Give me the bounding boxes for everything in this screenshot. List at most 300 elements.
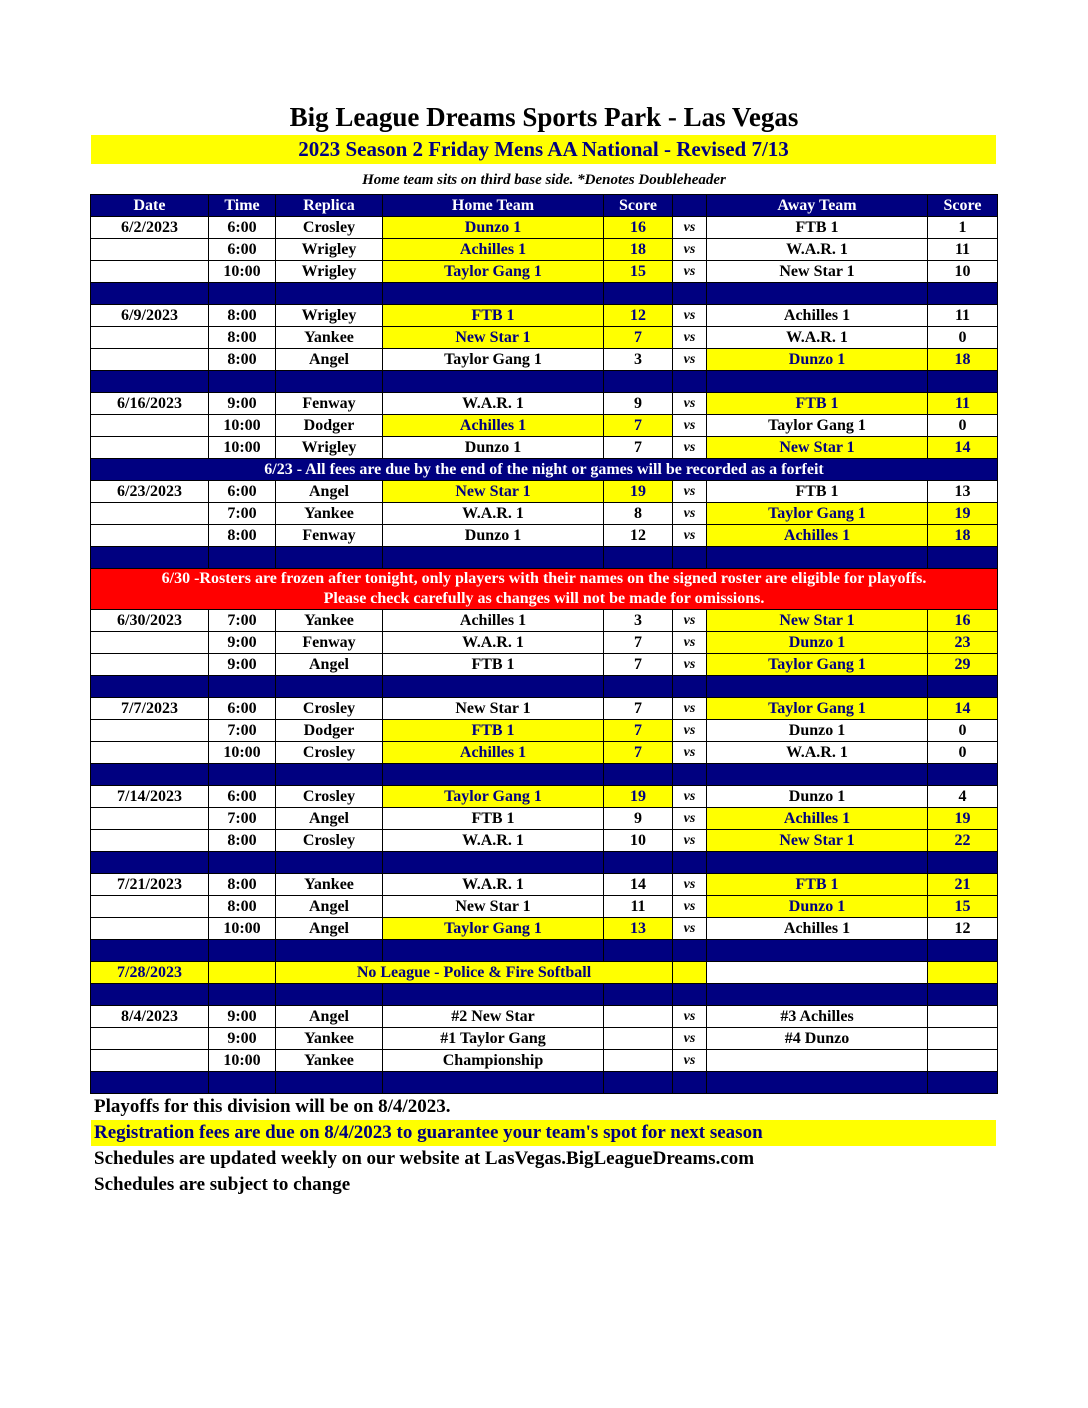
home-team: Dunzo 1 (383, 525, 604, 547)
spacer-cell (209, 547, 276, 569)
game-field: Angel (276, 918, 383, 940)
footer-change-notice: Schedules are subject to change (94, 1174, 351, 1195)
home-score: 12 (604, 305, 673, 327)
announcement-text: 6/23 - All fees are due by the end of the night or games will be recorded as a forfeit (91, 459, 998, 481)
game-time: 8:00 (209, 874, 276, 896)
away-team: Dunzo 1 (707, 896, 928, 918)
roster-alert-row (91, 569, 998, 610)
spacer-cell (209, 371, 276, 393)
game-row (91, 327, 998, 349)
home-team: #2 New Star (383, 1006, 604, 1028)
home-team: Achilles 1 (383, 742, 604, 764)
away-score: 11 (928, 393, 998, 415)
home-team: Championship (383, 1050, 604, 1072)
home-score: 19 (604, 786, 673, 808)
spacer-cell (383, 764, 604, 786)
home-team: Achilles 1 (383, 610, 604, 632)
spacer-row (91, 764, 998, 786)
home-team: Taylor Gang 1 (383, 261, 604, 283)
spacer-cell (276, 371, 383, 393)
header-home-team: Home Team (383, 195, 604, 217)
spacer-cell (673, 371, 707, 393)
game-field: Angel (276, 349, 383, 371)
away-score: 16 (928, 610, 998, 632)
vs-label: vs (673, 437, 707, 459)
away-score: 23 (928, 632, 998, 654)
away-team: Achilles 1 (707, 525, 928, 547)
game-field: Wrigley (276, 261, 383, 283)
game-row (91, 742, 998, 764)
vs-label: vs (673, 503, 707, 525)
spacer-cell (604, 764, 673, 786)
vs-label: vs (673, 808, 707, 830)
header-home-score: Score (604, 195, 673, 217)
home-score: 8 (604, 503, 673, 525)
spacer-cell (604, 371, 673, 393)
game-time: 7:00 (209, 720, 276, 742)
away-team: W.A.R. 1 (707, 742, 928, 764)
game-time: 8:00 (209, 525, 276, 547)
game-row (91, 918, 998, 940)
spacer-cell (928, 984, 998, 1006)
empty-cell (673, 962, 707, 984)
away-score: 13 (928, 481, 998, 503)
game-time: 8:00 (209, 896, 276, 918)
spacer-cell (673, 940, 707, 962)
spacer-row (91, 547, 998, 569)
spacer-cell (928, 371, 998, 393)
game-date (91, 654, 209, 676)
game-time: 9:00 (209, 1006, 276, 1028)
footer-website: Schedules are updated weekly on our website at LasVegas.BigLeagueDreams.com (94, 1148, 755, 1169)
away-team: Taylor Gang 1 (707, 415, 928, 437)
spacer-cell (707, 1072, 928, 1094)
spacer-row (91, 940, 998, 962)
spacer-cell (673, 547, 707, 569)
game-date: 8/4/2023 (91, 1006, 209, 1028)
announcement-row (91, 459, 998, 481)
spacer-cell (707, 283, 928, 305)
game-field: Yankee (276, 610, 383, 632)
game-date (91, 437, 209, 459)
away-score: 10 (928, 261, 998, 283)
game-row (91, 808, 998, 830)
game-field: Wrigley (276, 437, 383, 459)
spacer-cell (707, 852, 928, 874)
header-replica: Replica (276, 195, 383, 217)
spacer-cell (673, 676, 707, 698)
home-team: Achilles 1 (383, 415, 604, 437)
vs-label: vs (673, 1028, 707, 1050)
game-time: 8:00 (209, 830, 276, 852)
home-team: W.A.R. 1 (383, 503, 604, 525)
game-date (91, 896, 209, 918)
schedule-table (90, 194, 998, 1094)
away-score: 29 (928, 654, 998, 676)
home-score: 9 (604, 808, 673, 830)
game-time: 6:00 (209, 698, 276, 720)
away-score: 1 (928, 217, 998, 239)
away-score: 0 (928, 742, 998, 764)
spacer-cell (383, 676, 604, 698)
away-team: New Star 1 (707, 261, 928, 283)
spacer-cell (209, 676, 276, 698)
spacer-cell (91, 764, 209, 786)
game-row (91, 874, 998, 896)
home-team: New Star 1 (383, 698, 604, 720)
vs-label: vs (673, 720, 707, 742)
game-row (91, 1028, 998, 1050)
home-score: 11 (604, 896, 673, 918)
vs-label: vs (673, 481, 707, 503)
spacer-cell (276, 676, 383, 698)
away-score: 18 (928, 525, 998, 547)
home-team: Taylor Gang 1 (383, 349, 604, 371)
game-time: 8:00 (209, 327, 276, 349)
game-row (91, 393, 998, 415)
away-team: W.A.R. 1 (707, 327, 928, 349)
game-field: Wrigley (276, 239, 383, 261)
home-score: 10 (604, 830, 673, 852)
header-time: Time (209, 195, 276, 217)
home-team: FTB 1 (383, 305, 604, 327)
vs-label: vs (673, 393, 707, 415)
spacer-cell (604, 940, 673, 962)
game-row (91, 437, 998, 459)
away-score: 4 (928, 786, 998, 808)
home-team: Dunzo 1 (383, 217, 604, 239)
away-score: 14 (928, 698, 998, 720)
home-team: New Star 1 (383, 481, 604, 503)
away-team: Taylor Gang 1 (707, 654, 928, 676)
spacer-cell (928, 547, 998, 569)
spacer-cell (276, 547, 383, 569)
game-row (91, 1006, 998, 1028)
spacer-cell (383, 371, 604, 393)
spacer-cell (673, 1072, 707, 1094)
game-date: 6/23/2023 (91, 481, 209, 503)
game-time: 7:00 (209, 610, 276, 632)
spacer-cell (383, 283, 604, 305)
home-team: W.A.R. 1 (383, 393, 604, 415)
spacer-cell (707, 984, 928, 1006)
game-date (91, 261, 209, 283)
game-row (91, 720, 998, 742)
game-date (91, 525, 209, 547)
vs-label: vs (673, 654, 707, 676)
away-team: FTB 1 (707, 481, 928, 503)
spacer-cell (928, 1072, 998, 1094)
home-score (604, 1050, 673, 1072)
game-field: Crosley (276, 786, 383, 808)
vs-label: vs (673, 918, 707, 940)
home-score (604, 1028, 673, 1050)
home-score: 7 (604, 437, 673, 459)
game-time: 10:00 (209, 1050, 276, 1072)
game-time: 6:00 (209, 217, 276, 239)
game-field: Angel (276, 481, 383, 503)
vs-label: vs (673, 896, 707, 918)
away-score: 11 (928, 239, 998, 261)
empty-cell (707, 962, 928, 984)
vs-label: vs (673, 632, 707, 654)
home-score: 3 (604, 349, 673, 371)
home-team: Dunzo 1 (383, 437, 604, 459)
spacer-cell (209, 283, 276, 305)
away-team: FTB 1 (707, 393, 928, 415)
roster-alert-line-1: 6/30 -Rosters are frozen after tonight, only players with their names on the signed roster are eligible for playoffs. (161, 570, 927, 587)
home-team: Achilles 1 (383, 239, 604, 261)
game-time: 9:00 (209, 654, 276, 676)
vs-label: vs (673, 305, 707, 327)
game-date (91, 632, 209, 654)
vs-label: vs (673, 610, 707, 632)
game-field: Angel (276, 654, 383, 676)
away-score: 0 (928, 327, 998, 349)
no-league-row (91, 962, 998, 984)
game-row (91, 654, 998, 676)
away-team: #3 Achilles (707, 1006, 928, 1028)
away-score: 12 (928, 918, 998, 940)
spacer-cell (383, 940, 604, 962)
vs-label: vs (673, 698, 707, 720)
spacer-cell (383, 1072, 604, 1094)
away-team: Dunzo 1 (707, 349, 928, 371)
game-date (91, 349, 209, 371)
home-score: 14 (604, 874, 673, 896)
game-date (91, 327, 209, 349)
home-score: 7 (604, 632, 673, 654)
spacer-cell (276, 852, 383, 874)
game-date: 7/14/2023 (91, 786, 209, 808)
spacer-cell (707, 676, 928, 698)
game-field: Yankee (276, 503, 383, 525)
vs-label: vs (673, 830, 707, 852)
spacer-cell (91, 852, 209, 874)
no-league-text: No League - Police & Fire Softball (276, 962, 673, 984)
spacer-cell (276, 984, 383, 1006)
game-field: Yankee (276, 1028, 383, 1050)
header-away-team: Away Team (707, 195, 928, 217)
spacer-cell (707, 764, 928, 786)
home-score: 7 (604, 720, 673, 742)
spacer-row (91, 852, 998, 874)
home-team: New Star 1 (383, 327, 604, 349)
spacer-cell (91, 984, 209, 1006)
spacer-cell (91, 371, 209, 393)
away-score: 21 (928, 874, 998, 896)
game-row (91, 525, 998, 547)
away-team: New Star 1 (707, 610, 928, 632)
vs-label: vs (673, 327, 707, 349)
header-date: Date (91, 195, 209, 217)
spacer-cell (928, 852, 998, 874)
game-date (91, 720, 209, 742)
away-team: Achilles 1 (707, 305, 928, 327)
schedule-body (91, 217, 998, 1094)
empty-cell (928, 962, 998, 984)
game-field: Crosley (276, 698, 383, 720)
spacer-cell (707, 371, 928, 393)
home-team: W.A.R. 1 (383, 632, 604, 654)
game-field: Wrigley (276, 305, 383, 327)
game-time: 6:00 (209, 239, 276, 261)
home-score: 15 (604, 261, 673, 283)
home-team: FTB 1 (383, 808, 604, 830)
away-score: 14 (928, 437, 998, 459)
spacer-cell (604, 984, 673, 1006)
away-score: 18 (928, 349, 998, 371)
vs-label: vs (673, 1006, 707, 1028)
spacer-cell (604, 1072, 673, 1094)
game-date (91, 918, 209, 940)
away-team: Taylor Gang 1 (707, 698, 928, 720)
home-team: #1 Taylor Gang (383, 1028, 604, 1050)
game-time: 8:00 (209, 305, 276, 327)
game-row (91, 349, 998, 371)
game-field: Fenway (276, 393, 383, 415)
game-date (91, 239, 209, 261)
game-time: 10:00 (209, 918, 276, 940)
game-row (91, 217, 998, 239)
spacer-row (91, 676, 998, 698)
game-row (91, 305, 998, 327)
game-row (91, 503, 998, 525)
game-row (91, 239, 998, 261)
footer-registration: Registration fees are due on 8/4/2023 to guarantee your team's spot for next season (91, 1120, 996, 1146)
game-field: Angel (276, 896, 383, 918)
game-date (91, 1028, 209, 1050)
away-team: New Star 1 (707, 437, 928, 459)
game-date: 6/2/2023 (91, 217, 209, 239)
home-score: 7 (604, 698, 673, 720)
home-team: W.A.R. 1 (383, 874, 604, 896)
vs-label: vs (673, 1050, 707, 1072)
away-team: FTB 1 (707, 217, 928, 239)
away-score: 22 (928, 830, 998, 852)
game-date (91, 503, 209, 525)
game-time: 7:00 (209, 808, 276, 830)
home-score: 7 (604, 654, 673, 676)
spacer-cell (276, 940, 383, 962)
spacer-cell (928, 676, 998, 698)
away-score (928, 1028, 998, 1050)
vs-label: vs (673, 742, 707, 764)
home-score: 7 (604, 415, 673, 437)
vs-label: vs (673, 239, 707, 261)
game-row (91, 896, 998, 918)
home-score: 3 (604, 610, 673, 632)
game-field: Crosley (276, 217, 383, 239)
home-score: 7 (604, 327, 673, 349)
spacer-cell (209, 852, 276, 874)
game-date (91, 742, 209, 764)
spacer-cell (673, 852, 707, 874)
game-row (91, 415, 998, 437)
vs-label: vs (673, 415, 707, 437)
vs-label: vs (673, 786, 707, 808)
roster-alert (91, 569, 998, 610)
game-field: Dodger (276, 720, 383, 742)
away-score: 19 (928, 808, 998, 830)
away-team: Dunzo 1 (707, 632, 928, 654)
roster-alert-line-2: Please check carefully as changes will not be made for omissions. (323, 590, 765, 607)
game-field: Angel (276, 808, 383, 830)
game-field: Angel (276, 1006, 383, 1028)
game-time: 10:00 (209, 742, 276, 764)
spacer-row (91, 1072, 998, 1094)
spacer-row (91, 371, 998, 393)
home-score: 13 (604, 918, 673, 940)
game-time: 10:00 (209, 415, 276, 437)
home-score: 7 (604, 742, 673, 764)
away-team: New Star 1 (707, 830, 928, 852)
game-row (91, 481, 998, 503)
home-score: 16 (604, 217, 673, 239)
vs-label: vs (673, 217, 707, 239)
spacer-cell (673, 283, 707, 305)
footer-playoffs: Playoffs for this division will be on 8/4/2023. (94, 1096, 451, 1117)
spacer-cell (209, 984, 276, 1006)
away-team: Dunzo 1 (707, 786, 928, 808)
spacer-cell (209, 764, 276, 786)
home-team: Taylor Gang 1 (383, 918, 604, 940)
game-time: 7:00 (209, 503, 276, 525)
spacer-cell (91, 547, 209, 569)
game-date (91, 415, 209, 437)
spacer-cell (91, 1072, 209, 1094)
game-field: Yankee (276, 874, 383, 896)
home-score: 18 (604, 239, 673, 261)
spacer-row (91, 283, 998, 305)
vs-label: vs (673, 349, 707, 371)
away-team: FTB 1 (707, 874, 928, 896)
game-field: Yankee (276, 1050, 383, 1072)
away-score (928, 1006, 998, 1028)
page-title: Big League Dreams Sports Park - Las Vegas (289, 102, 799, 132)
spacer-cell (209, 940, 276, 962)
game-date: 6/9/2023 (91, 305, 209, 327)
away-team (707, 1050, 928, 1072)
game-row (91, 1050, 998, 1072)
home-score (604, 1006, 673, 1028)
empty-cell (209, 962, 276, 984)
away-score: 0 (928, 720, 998, 742)
game-row (91, 786, 998, 808)
spacer-cell (91, 940, 209, 962)
away-team: W.A.R. 1 (707, 239, 928, 261)
away-score: 15 (928, 896, 998, 918)
spacer-cell (604, 283, 673, 305)
game-date: 6/30/2023 (91, 610, 209, 632)
game-row (91, 261, 998, 283)
vs-label: vs (673, 525, 707, 547)
spacer-cell (673, 984, 707, 1006)
game-date (91, 1050, 209, 1072)
spacer-cell (383, 984, 604, 1006)
game-row (91, 632, 998, 654)
spacer-cell (928, 940, 998, 962)
spacer-cell (91, 283, 209, 305)
game-time: 10:00 (209, 437, 276, 459)
away-team: Dunzo 1 (707, 720, 928, 742)
away-score: 0 (928, 415, 998, 437)
spacer-cell (209, 1072, 276, 1094)
home-team: Taylor Gang 1 (383, 786, 604, 808)
game-field: Dodger (276, 415, 383, 437)
home-team: W.A.R. 1 (383, 830, 604, 852)
home-score: 9 (604, 393, 673, 415)
